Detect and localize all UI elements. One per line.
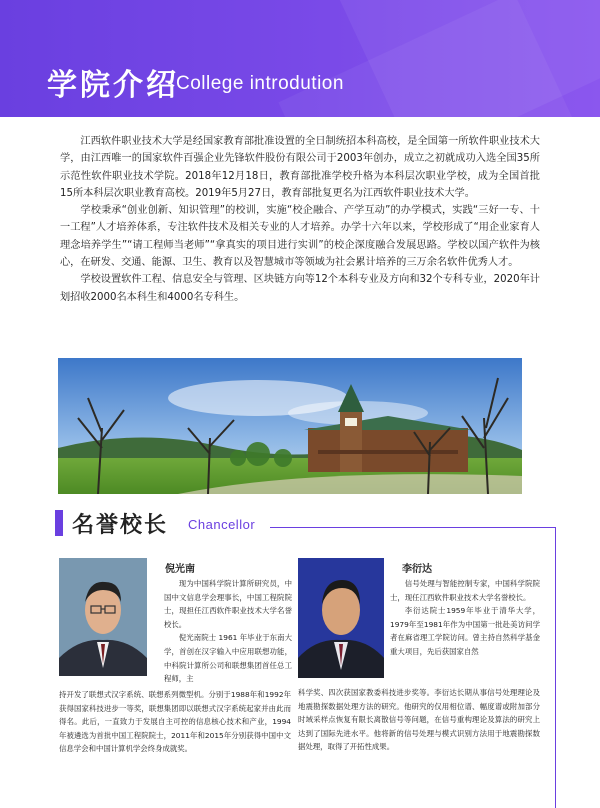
portrait-photo [298,558,384,678]
header-banner [0,0,600,117]
person-name: 李衍达 [402,564,432,575]
page-subtitle: College introdution [176,73,344,94]
bio-paragraph: 科学奖、四次获国家教委科技进步奖等。李衍达长期从事信号处理理论及地震勘探数据处理方法的研究。他研究的仅用相位谱、幅度谱或附加部分时域采样点恢复有限长离散信号等问题，在信号重构理论及算法的研究上达到了国际先进水平。他将新的信号处理与模式识别方法用于地震勘探数据处理，取得了开拓性成果。 [298,688,540,752]
intro-paragraph: 学校设置软件工程、信息安全与管理、区块链方向等12个本科专业及方向和32个专科专业，2020年计划招收2000名本科生和4000名专科生。 [60,274,540,303]
section-subtitle: Chancellor [188,517,256,532]
person-bio [164,577,292,686]
intro-text [60,133,540,306]
bio-paragraph: 倪光南院士 1961 年毕业于东南大学，首创在汉字输入中应用联想功能，中科院计算所公司和联想集团首任总工程师，主 [164,633,292,684]
bio-paragraph: 李衍达院士1959年毕业于清华大学，1979年至1981年作为中国第一批赴美访问学者在麻省理工学院访问。曾主持自然科学基金重大项目，先后获国家自然 [390,606,540,656]
portrait-photo [59,558,147,676]
campus-photo [58,358,522,494]
person-bio [390,577,540,659]
bio-paragraph: 持开发了联想式汉字系统、联想系列微型机。分别于1988年和1992年获得国家科技进步一等奖，联想集团即以联想式汉字系统起家并由此而得名。此后，一直致力于发展自主可控的信息核心技术和产业，1994年被遴选为首批中国工程院院士，2011年和2015年分别获得中国中文信息学会和中国计算机学会终身成就奖。 [59,690,291,754]
section-marker [55,510,63,536]
bio-paragraph: 现为中国科学院计算所研究员，中国中文信息学会理事长，中国工程院院士，现担任江西软件职业技术大学名誉校长。 [164,579,292,629]
section-divider-vertical [555,527,556,808]
person-bio-continued [298,686,540,754]
section-divider [270,527,555,528]
page-title: 学院介绍 [47,68,179,103]
bio-paragraph: 信号处理与智能控制专家，中国科学院院士，现任江西软件职业技术大学名誉校长。 [390,579,540,602]
section-title: 名誉校长 [72,513,169,538]
intro-paragraph: 学校秉承“创业创新、知识管理”的校训，实施“校企融合、产学互动”的办学模式，实践“三好一专、十一工程”人才培养体系，专注软件技术及相关专业的人才培养。办学十六年以来，学校形成了“用企业家育人理念培养学生”“请工程师当老师”“拿真实的项目进行实训”的校企深度融合发展思路。学校以国产软件为核心，在研发、交通、能源、卫生、教育以及智慧城市等领域为社会累计培养的三万余名软件优秀人才。 [60,205,540,269]
person-bio-continued [59,688,291,756]
intro-paragraph: 江西软件职业技术大学是经国家教育部批准设置的全日制统招本科高校，是全国第一所软件职业技术大学，由江西唯一的国家软件百强企业先锋软件股份有限公司于2003年创办，成立之初就成功入选全国35所示范性软件职业技术学院。2018年12月18日，教育部批准学校升格为本科层次职业学校，成为全国首批15所本科层次职业教育高校。2019年5月27日，教育部批复更名为江西软件职业技术大学。 [60,136,540,199]
person-name: 倪光南 [165,564,195,575]
